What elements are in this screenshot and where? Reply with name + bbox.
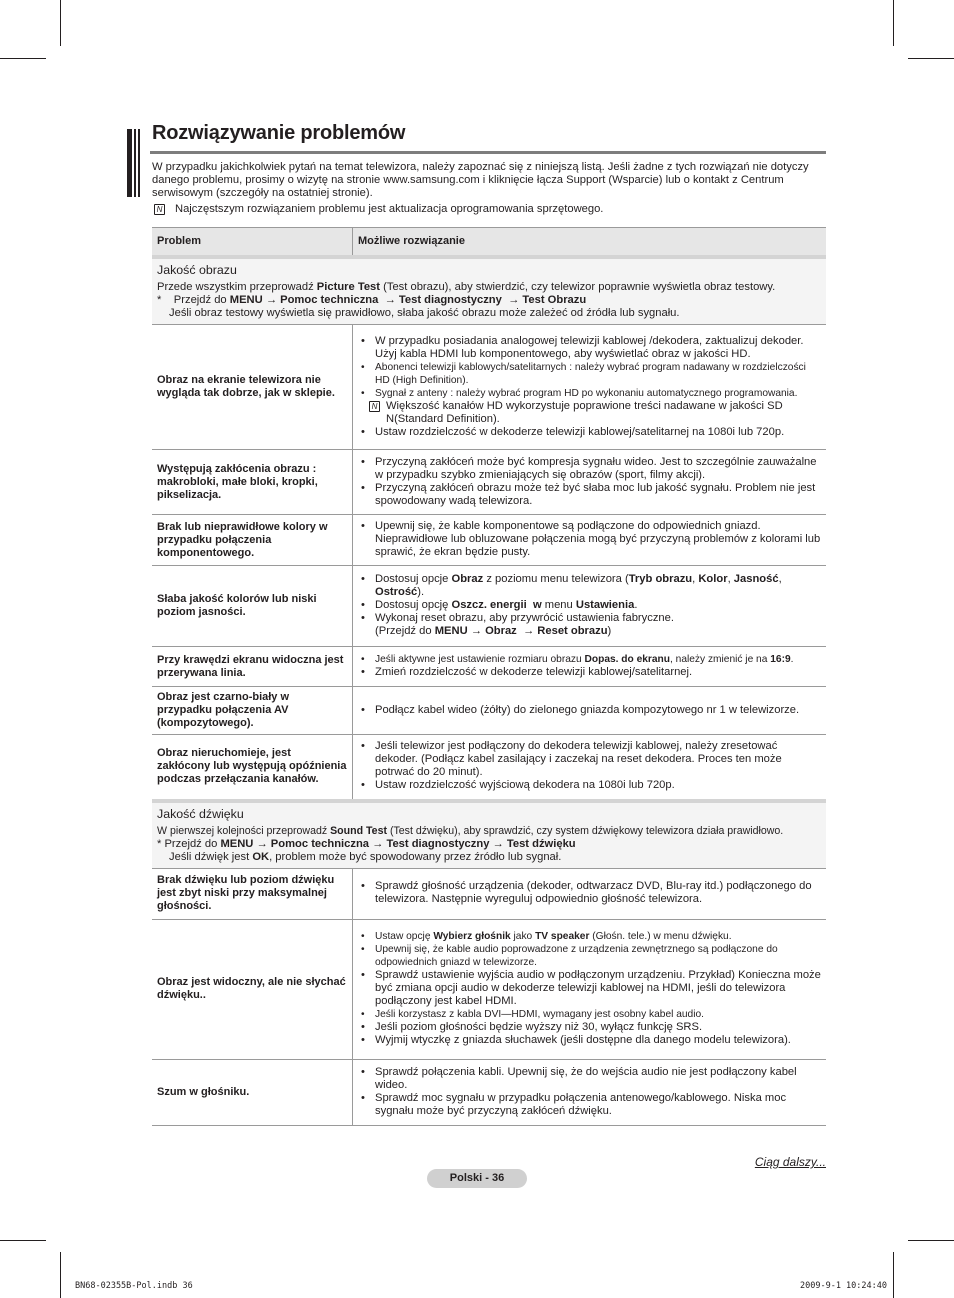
solution-item: • Ustaw opcję Wybierz głośnik jako TV speaker (Głośn. tele.) w menu dźwięku. (361, 930, 821, 943)
solution-note-text: Większość kanałów HD wykorzystuje poprawione treści nadawane w jakości SD N(Standard Definition). (386, 399, 783, 425)
crop-mark (0, 1240, 46, 1241)
table-row (152, 1059, 826, 1125)
solution-item: • Sprawdź połączenia kabli. Upewnij się, że do wejścia audio nie jest podłączony kabel wideo. (361, 1066, 821, 1092)
problem-cell: Brak dźwięku lub poziom dźwięku jest zbyt niski przy maksymalnej głośności. (152, 868, 353, 919)
problem-cell: Obraz na ekranie telewizora nie wygląda tak dobrze, jak w sklepie. (152, 325, 353, 450)
problem-cell: Przy krawędzi ekranu widoczna jest przerywana linia. (152, 647, 353, 687)
section-line: W pierwszej kolejności przeprowadź Sound Test (Test dźwięku), aby sprawdzić, czy system dźwiękowy telewizora działa prawidłowo. (157, 824, 784, 837)
table-row (152, 919, 826, 1059)
crop-mark (0, 58, 46, 59)
solution-item: • Jeśli poziom głośności będzie wyższy niż 30, wyłącz funkcję SRS. (361, 1021, 821, 1034)
section-line: * Przejdź do MENU → Pomoc techniczna → Test diagnostyczny → Test Obrazu (157, 294, 587, 306)
solution-cell (353, 735, 827, 801)
title-decoration (127, 129, 140, 197)
problem-cell: Obraz jest czarno-biały w przypadku połączenia AV (kompozytowego). (152, 687, 353, 735)
crop-mark (893, 0, 894, 46)
solution-cell (353, 566, 827, 647)
table-row (152, 450, 826, 515)
table-row (152, 868, 826, 919)
note-icon: N (154, 204, 165, 215)
solution-item: • Wyjmij wtyczkę z gniazda słuchawek (jeśli dostępne dla danego modelu telewizora). (361, 1034, 821, 1047)
solution-cell (353, 687, 827, 735)
solution-item: • Podłącz kabel wideo (żółty) do zielonego gniazda kompozytowego nr 1 w telewizorze. (361, 704, 821, 717)
solution-cell (353, 868, 827, 919)
solution-item: • Zmień rozdzielczość w dekoderze telewizji kablowej/satelitarnej. (361, 666, 821, 679)
solution-item: • Ustaw rozdzielczość w dekoderze telewizji kablowej/satelitarnej na 1080i lub 720p. (361, 426, 821, 439)
page-number: Polski - 36 (427, 1169, 527, 1188)
section-line: Przede wszystkim przeprowadź Picture Test (Test obrazu), aby stwierdzić, czy telewizor poprawnie wyświetla obraz testowy. (157, 281, 776, 293)
solution-cell (353, 1059, 827, 1125)
problem-cell: Występują zakłócenia obrazu : makrobloki, małe bloki, kropki, pikselizacja. (152, 450, 353, 515)
solution-item: • Sprawdź ustawienie wyjścia audio w podłączonym urządzeniu. Przykład) Konieczna może być zmiana opcji audio w dekoderze telewizji kablowej na HDMI, jeśli do telewizora podłączony jest kabel HDMI. (361, 969, 821, 1008)
note-icon: N (369, 401, 380, 412)
section-line: Jeśli dźwięk jest OK, problem może być spowodowany przez źródło lub sygnał. (169, 850, 562, 863)
solution-item: • Jeśli telewizor jest podłączony do dekodera telewizji kablowej, należy zresetować dekoder. (Podłącz kabel zasilający i zaczekaj na reset dekodera. Proces ten może potrwać do 20 minut). (361, 740, 821, 779)
table-row (152, 515, 826, 566)
header-solution: Możliwe rozwiązanie (353, 228, 827, 258)
solution-item: • W przypadku posiadania analogowej telewizji kablowej /dekodera, zaktualizuj dekoder. Użyj kabla HDMI lub komponentowego, aby wyświetlać obraz w jakości HD. (361, 335, 821, 361)
crop-mark (908, 1240, 954, 1241)
crop-mark (908, 58, 954, 59)
solution-item: • Sygnał z anteny : należy wybrać program HD po wykonaniu automatycznego programowania. (361, 387, 821, 400)
table-row (152, 647, 826, 687)
table-row (152, 735, 826, 801)
solution-item: • Sprawdź głośność urządzenia (dekoder, odtwarzacz DVD, Blu-ray itd.) podłączonego do telewizora. Następnie wyreguluj odpowiednio głośność telewizora. (361, 880, 821, 906)
title-divider (150, 151, 826, 154)
solution-cell (353, 450, 827, 515)
solution-note (361, 400, 821, 426)
intro (152, 161, 824, 216)
solution-item: • Ustaw rozdzielczość wyjściową dekodera na 1080i lub 720p. (361, 779, 821, 792)
solution-item: • Upewnij się, że kable komponentowe są podłączone do odpowiednich gniazd. Nieprawidłowe lub obluzowane połączenia mogą być przyczyną problemów z kolorami lub sprawić, że ekran będzie pusty. (361, 520, 821, 559)
problem-cell: Obraz nieruchomieje, jest zakłócony lub występują opóźnienia podczas przełączania kanałów. (152, 735, 353, 801)
section-sound-quality (152, 801, 826, 869)
solution-item: • Jeśli korzystasz z kabla DVI—HDMI, wymagany jest osobny kabel audio. (361, 1008, 821, 1021)
solution-item: • Upewnij się, że kable audio poprowadzone z urządzenia zewnętrznego są podłączone do odpowiednich gniazd w telewizorze. (361, 943, 821, 969)
problem-cell: Obraz jest widoczny, ale nie słychać dźwięku.. (152, 919, 353, 1059)
page-title: Rozwiązywanie problemów (152, 122, 406, 144)
solution-item: • Jeśli aktywne jest ustawienie rozmiaru obrazu Dopas. do ekranu, należy zmienić je na 16:9. (361, 653, 821, 666)
intro-text: W przypadku jakichkolwiek pytań na temat telewizora, należy zapoznać się z niniejszą listą. Jeśli żadne z tych rozwiązań nie dotyczy danego problemu, prosimy o wizytę na stronie www.samsung.com i kliknięcie łącza Support (Wsparcie) lub o kontakt z Centrum serwisowym (szczegóły na ostatniej stronie). (152, 161, 809, 199)
solution-cell (353, 515, 827, 566)
table-header-row (152, 228, 826, 258)
section-picture-quality (152, 257, 826, 325)
crop-mark (893, 1252, 894, 1298)
solution-item: • Sprawdź moc sygnału w przypadku połączenia antenowego/kablowego. Niska moc sygnału może być przyczyną zakłóceń dźwięku. (361, 1092, 821, 1118)
intro-note (152, 203, 824, 216)
intro-note-text: Najczęstszym rozwiązaniem problemu jest aktualizacja oprogramowania sprzętowego. (175, 203, 604, 215)
troubleshooting-table (152, 227, 826, 1126)
solution-item: • Przyczyną zakłóceń może być kompresja sygnału wideo. Jest to szczególnie zauważalne w przypadku szybko zmieniających się obrazów (sport, filmy akcji). (361, 456, 821, 482)
continued-link: Ciąg dalszy... (754, 1155, 826, 1169)
crop-mark (60, 0, 61, 46)
solution-item: • Przyczyną zakłóceń obrazu może też być słaba moc lub jakość sygnału. Problem nie jest spowodowany wadą telewizora. (361, 482, 821, 508)
section-line: Jeśli obraz testowy wyświetla się prawidłowo, słaba jakość obrazu może zależeć od źródła lub sygnału. (169, 307, 680, 319)
solution-cell (353, 647, 827, 687)
footer-file-info: BN68-02355B-Pol.indb 36 (75, 1281, 193, 1291)
solution-item: • Wykonaj reset obrazu, aby przywrócić ustawienia fabryczne. (Przejdź do MENU → Obraz → Reset obrazu) (361, 612, 821, 638)
crop-mark (60, 1252, 61, 1298)
solution-item: • Dostosuj opcje Obraz z poziomu menu telewizora (Tryb obrazu, Kolor, Jasność, Ostrość). (361, 573, 821, 599)
table-row (152, 325, 826, 450)
section-line: * Przejdź do MENU → Pomoc techniczna → Test diagnostyczny → Test dźwięku (157, 837, 576, 850)
solution-item: • Dostosuj opcję Oszcz. energii w menu Ustawienia. (361, 599, 821, 612)
footer-timestamp: 2009-9-1 10:24:40 (800, 1281, 887, 1291)
solution-cell (353, 325, 827, 450)
problem-cell: Szum w głośniku. (152, 1059, 353, 1125)
table-row (152, 566, 826, 647)
solution-item: • Abonenci telewizji kablowych/satelitarnych : należy wybrać program nadawany w rozdzielczości HD (High Definition). (361, 361, 821, 387)
section-title: Jakość obrazu (157, 263, 237, 277)
header-problem: Problem (152, 228, 353, 258)
problem-cell: Słaba jakość kolorów lub niski poziom jasności. (152, 566, 353, 647)
problem-cell: Brak lub nieprawidłowe kolory w przypadku połączenia komponentowego. (152, 515, 353, 566)
section-title: Jakość dźwięku (157, 806, 244, 821)
solution-cell (353, 919, 827, 1059)
table-row (152, 687, 826, 735)
